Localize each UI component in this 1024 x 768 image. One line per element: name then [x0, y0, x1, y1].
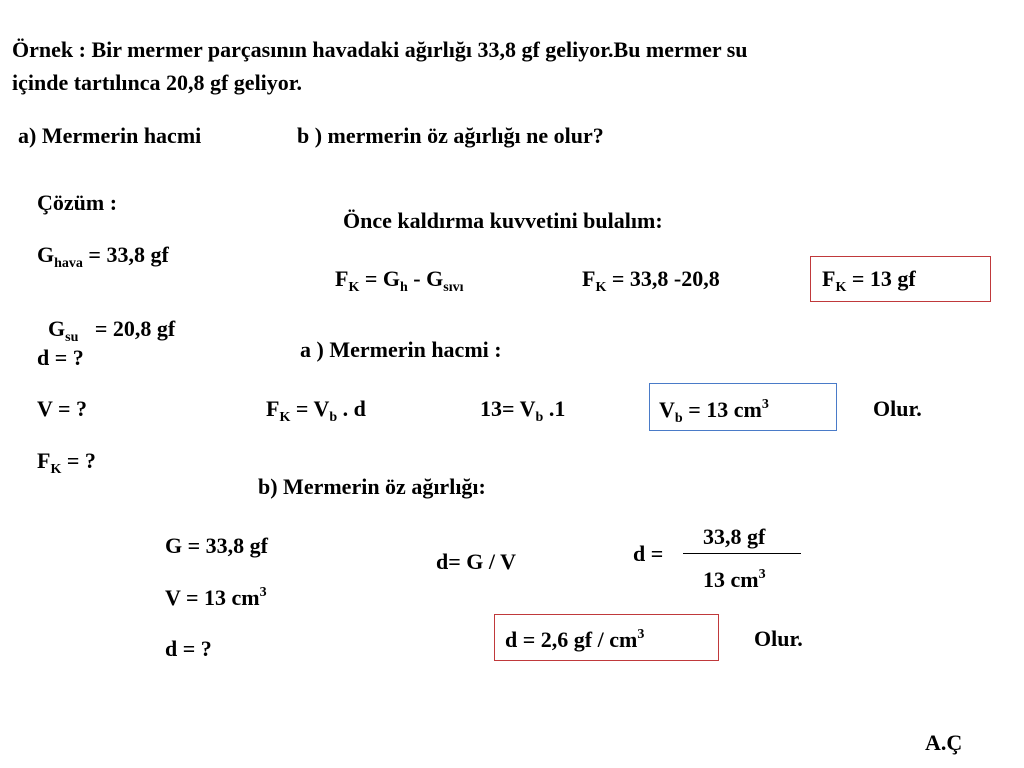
pb-v-text: V = 13 cm — [165, 585, 260, 610]
bc-f-sub: K — [595, 280, 607, 295]
g-su-symbol: G — [48, 316, 66, 341]
author-initials: A.Ç — [925, 730, 963, 755]
fraction-bar — [683, 553, 801, 554]
buoyancy-result — [822, 268, 916, 295]
part-b-v — [165, 586, 267, 609]
part-b-g: G = 33,8 gf — [165, 533, 268, 558]
pa-res-sub: b — [674, 411, 683, 426]
br-f-sub: K — [835, 280, 847, 295]
g-su-value: = 20,8 gf — [78, 316, 176, 341]
g-hava-symbol: G — [37, 242, 55, 267]
fk-symbol: F — [37, 448, 51, 473]
problem-line-1: Örnek : Bir mermer parçasının havadaki ağırlığı 33,8 gf geliyor.Bu mermer su — [12, 37, 748, 62]
given-g-su — [37, 296, 175, 345]
pa-rest: . d — [337, 396, 366, 421]
buoyancy-calc — [582, 268, 720, 295]
part-b-denominator — [703, 568, 766, 591]
part-a-formula — [266, 398, 366, 425]
buoyancy-heading: Önce kaldırma kuvvetini bulalım: — [343, 208, 663, 233]
part-b-result — [505, 628, 644, 651]
bf-f-sub: K — [348, 280, 360, 295]
part-a-heading: a ) Mermerin hacmi : — [300, 337, 502, 362]
bf-gs-sub: sıvı — [443, 280, 464, 295]
part-b-olur: Olur. — [754, 626, 803, 651]
pa-res-rest: = 13 cm — [682, 397, 762, 422]
br-rest: = 13 gf — [846, 266, 916, 291]
given-d: d = ? — [37, 345, 84, 370]
pa-res-sup: 3 — [761, 397, 769, 412]
part-a-olur: Olur. — [873, 396, 922, 421]
bc-rest: = 33,8 -20,8 — [606, 266, 720, 291]
part-b-numerator: 33,8 gf — [703, 524, 766, 549]
pa-f-sub: K — [279, 410, 291, 425]
given-g-hava — [37, 244, 169, 271]
bf-f: F — [335, 266, 349, 291]
question-b: b ) mermerin öz ağırlığı ne olur? — [297, 123, 604, 148]
part-a-result — [659, 398, 769, 426]
pa-calc-sub: b — [535, 410, 544, 425]
pa-eq: = V — [290, 396, 330, 421]
question-a: a) Mermerin hacmi — [18, 123, 202, 148]
part-b-formula: d= G / V — [436, 549, 516, 574]
pb-den-sup: 3 — [758, 567, 766, 582]
pb-res-sup: 3 — [637, 627, 645, 642]
buoyancy-formula — [335, 268, 463, 295]
pa-calc-rest: .1 — [543, 396, 566, 421]
bf-minus: - G — [407, 266, 444, 291]
g-hava-value: = 33,8 gf — [82, 242, 169, 267]
fk-value: = ? — [61, 448, 96, 473]
solution-title: Çözüm : — [37, 190, 118, 215]
given-v: V = ? — [37, 396, 88, 421]
bc-f: F — [582, 266, 596, 291]
pa-f: F — [266, 396, 280, 421]
part-a-calc — [480, 398, 565, 425]
pb-res-text: d = 2,6 gf / cm — [505, 627, 638, 652]
br-f: F — [822, 266, 836, 291]
pa-v-sub: b — [329, 410, 338, 425]
part-b-frac-lhs: d = — [633, 541, 664, 566]
g-su-sub: su — [65, 330, 79, 345]
pa-res-v: V — [659, 397, 675, 422]
part-b-d: d = ? — [165, 636, 212, 661]
pb-v-sup: 3 — [259, 585, 267, 600]
problem-line-2: içinde tartılınca 20,8 gf geliyor. — [12, 70, 303, 95]
g-hava-sub: hava — [54, 256, 83, 271]
part-b-heading: b) Mermerin öz ağırlığı: — [258, 474, 486, 499]
given-fk — [37, 450, 96, 477]
pb-den-text: 13 cm — [703, 567, 759, 592]
fk-sub: K — [50, 462, 62, 477]
pa-calc-lhs: 13= V — [480, 396, 536, 421]
bf-gh-sub: h — [400, 280, 408, 295]
bf-eq: = G — [359, 266, 400, 291]
